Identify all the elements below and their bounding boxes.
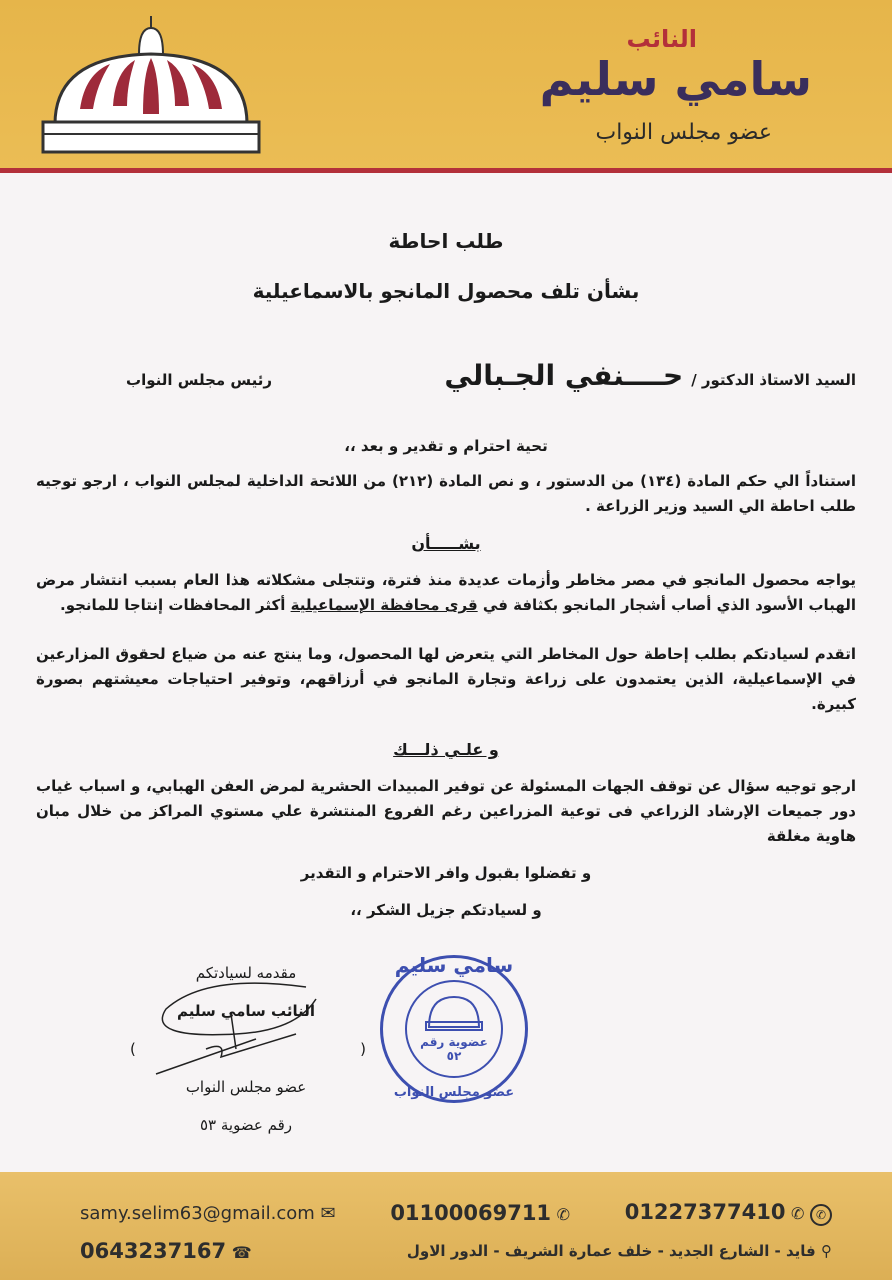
landline-text: 0643237167 <box>80 1239 227 1263</box>
header-role: عضو مجلس النواب <box>595 120 772 145</box>
stamp-role: عضو مجلس النواب <box>393 1085 515 1100</box>
phone-icon: ✆ <box>556 1205 571 1224</box>
paren-open: ( <box>360 1040 366 1058</box>
paragraph-line: جميعات الإرشاد الزراعي فى توعية المزراعين رغم الفروع المنتشرة علي مستوي المراكز من خلال مبان هاوية مغلقة <box>36 802 856 845</box>
telephone-icon: ☎ <box>231 1243 252 1262</box>
whatsapp-icon: ✆ <box>810 1204 832 1226</box>
stamp-name: سامي سليم <box>394 953 514 977</box>
address <box>407 1242 832 1260</box>
landline <box>80 1239 252 1263</box>
signature-parens <box>126 1039 366 1059</box>
signature-area <box>36 953 856 1153</box>
letter-body <box>36 226 856 1153</box>
heading-about: بشـــــأن <box>411 534 481 553</box>
addressee-title: رئيس مجلس النواب <box>126 371 272 389</box>
heading-therefore: و علـي ذلـــك <box>393 740 499 759</box>
handwritten-signature <box>146 979 326 1079</box>
mobile-1 <box>390 1201 570 1225</box>
signature-block <box>126 963 366 1153</box>
official-stamp <box>380 955 528 1103</box>
address-text: فايد - الشارع الجديد - خلف عمارة الشريف - الدور الاول <box>406 1242 816 1260</box>
email-text: samy.selim63@gmail.com <box>80 1202 315 1224</box>
signature-membership: رقم عضوية ٥٣ <box>200 1116 292 1134</box>
stamp-dome-icon <box>424 992 484 1032</box>
header-title: النائب <box>626 25 697 53</box>
mobile-1-text: 01100069711 <box>390 1201 552 1225</box>
paragraph-question <box>36 774 856 849</box>
footer-contact-row <box>80 1194 832 1232</box>
text-span: الأسود الذي أصاب أشجار المانجو بكثافة في <box>482 596 804 614</box>
email <box>80 1203 336 1224</box>
greeting: تحية احترام و تقدير و بعد ،، <box>344 437 548 455</box>
letterhead <box>0 0 892 170</box>
addressee-name: حــــنفي الجـبالي <box>444 359 684 392</box>
closing-respect: و تفضلوا بقبول وافر الاحترام و التقدير <box>300 864 592 882</box>
stamp-membership-no: ٥٢ <box>446 1049 462 1063</box>
paragraph-line: يواجه محصول المانجو في مصر مخاطر وأزمات عديدة منذ فترة، وتتجلى مشكلاته هذا العام بسبب انتشار مرض الهباب <box>36 571 856 614</box>
signature-name: النائب سامي سليم <box>176 1002 316 1020</box>
paragraph-request <box>36 642 856 717</box>
addressee-group <box>444 358 856 394</box>
paragraph-line: ارجو توجيه سؤال عن توقف الجهات المسئولة عن توفير المبيدات الحشرية لمرض العفن الهبابي، و اسباب غياب دور <box>36 777 856 820</box>
highlighted-text: قرى محافظة الإسماعيلية <box>290 596 478 614</box>
paragraph-line: توجيه طلب احاطة الي السيد وزير الزراعة . <box>36 472 856 515</box>
footer <box>0 1172 892 1280</box>
footer-address-row <box>80 1232 832 1270</box>
addressee-prefix: السيد الاستاذ الدكتور / <box>691 371 856 389</box>
paragraph-line: الإسماعيلية، الذين يعتمدون على زراعة وتجارة المانجو في أرزاقهم، وتوفير احتياجات معيشتهم بصورة كبيرة. <box>36 670 856 713</box>
envelope-icon: ✉ <box>320 1202 336 1224</box>
mobile-2 <box>625 1200 832 1226</box>
letter-title: طلب احاطة <box>388 229 504 253</box>
signature-submitted: مقدمه لسيادتكم <box>195 964 297 982</box>
paren-close: ) <box>130 1040 136 1058</box>
text-span: أكثر المحافظات إنتاجا للمانجو. <box>60 596 286 614</box>
letter-subject: بشأن تلف محصول المانجو بالاسماعيلية <box>252 279 640 303</box>
paragraph-line: اتقدم لسيادتكم بطلب إحاطة حول المخاطر التي يتعرض لها المحصول، وما ينتج عنه من ضياع لحقوق المزارعين في <box>36 645 857 688</box>
paragraph-basis <box>36 469 856 519</box>
mobile-2-text: 01227377410 <box>624 1200 786 1224</box>
location-pin-icon: ⚲ <box>821 1242 832 1260</box>
header-divider <box>0 168 892 173</box>
stamp-inner <box>405 980 503 1078</box>
stamp-membership-label: عضوية رقم <box>420 1035 488 1049</box>
parliament-dome-logo <box>35 14 267 156</box>
closing-thanks: و لسيادتكم جزيل الشكر ،، <box>350 901 542 919</box>
phone-icon: ✆ <box>791 1204 805 1223</box>
paragraph-problem <box>36 568 856 618</box>
signature-role: عضو مجلس النواب <box>185 1078 307 1096</box>
header-name: سامي سليم <box>539 52 812 106</box>
paragraph-line: استناداً الي حكم المادة (١٣٤) من الدستور ، و نص المادة (٢١٢) من اللائحة الداخلية لمجلس النواب ، ارجو <box>83 472 856 490</box>
addressee-row <box>36 358 856 394</box>
